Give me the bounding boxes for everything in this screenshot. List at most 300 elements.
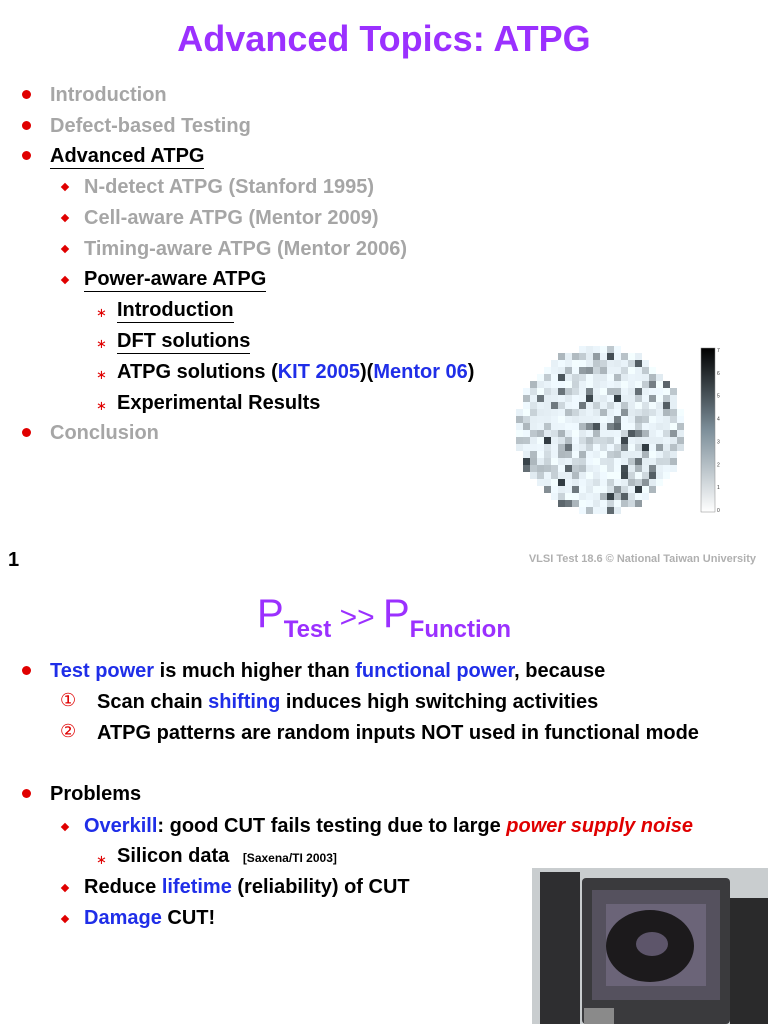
wafer-die-cell bbox=[565, 437, 572, 444]
wafer-die-cell bbox=[572, 423, 579, 430]
wafer-die-cell bbox=[607, 395, 614, 402]
wafer-die-cell bbox=[579, 430, 586, 437]
wafer-die-cell bbox=[593, 444, 600, 451]
wafer-die-cell bbox=[600, 430, 607, 437]
wafer-die-cell bbox=[593, 430, 600, 437]
wafer-die-cell bbox=[642, 472, 649, 479]
wafer-die-cell bbox=[600, 395, 607, 402]
wafer-die-cell bbox=[565, 423, 572, 430]
wafer-die-cell bbox=[544, 374, 551, 381]
wafer-die-cell bbox=[600, 500, 607, 507]
wafer-die-cell bbox=[614, 437, 621, 444]
damaged-chip-socket-photo bbox=[532, 868, 768, 1024]
wafer-die-cell bbox=[635, 423, 642, 430]
text-switching: induces high switching activities bbox=[280, 691, 599, 713]
wafer-die-cell bbox=[614, 423, 621, 430]
wafer-die-cell bbox=[544, 367, 551, 374]
wafer-die-cell bbox=[593, 458, 600, 465]
wafer-die-cell bbox=[593, 465, 600, 472]
wafer-die-cell bbox=[551, 472, 558, 479]
wafer-die-cell bbox=[607, 381, 614, 388]
wafer-die-cell bbox=[593, 500, 600, 507]
wafer-die-cell bbox=[642, 430, 649, 437]
wafer-die-cell bbox=[656, 444, 663, 451]
wafer-die-cell bbox=[670, 416, 677, 423]
wafer-die-cell bbox=[586, 500, 593, 507]
slide-footer: VLSI Test 18.6 © National Taiwan University bbox=[528, 553, 756, 565]
wafer-die-cell bbox=[621, 374, 628, 381]
wafer-die-cell bbox=[579, 395, 586, 402]
wafer-die-cell bbox=[656, 458, 663, 465]
wafer-die-cell bbox=[544, 423, 551, 430]
wafer-die-cell bbox=[621, 472, 628, 479]
wafer-die-cell bbox=[621, 402, 628, 409]
wafer-die-cell bbox=[558, 367, 565, 374]
outline-advanced-atpg[interactable] bbox=[50, 145, 204, 168]
wafer-die-cell bbox=[565, 500, 572, 507]
wafer-die-cell bbox=[635, 360, 642, 367]
outline-cell-aware-atpg[interactable]: Cell-aware ATPG (Mentor 2009) bbox=[84, 207, 379, 229]
wafer-die-cell bbox=[635, 353, 642, 360]
wafer-die-cell bbox=[656, 388, 663, 395]
outline-conclusion[interactable]: Conclusion bbox=[50, 422, 159, 444]
wafer-die-cell bbox=[565, 353, 572, 360]
wafer-die-cell bbox=[544, 437, 551, 444]
wafer-die-cell bbox=[593, 486, 600, 493]
wafer-die-cell bbox=[530, 402, 537, 409]
text-cut: CUT! bbox=[161, 907, 216, 929]
wafer-die-cell bbox=[579, 388, 586, 395]
wafer-die-cell bbox=[530, 416, 537, 423]
wafer-die-cell bbox=[537, 451, 544, 458]
wafer-die-cell bbox=[600, 451, 607, 458]
wafer-die-cell bbox=[593, 507, 600, 514]
wafer-die-cell bbox=[593, 374, 600, 381]
wafer-die-cell bbox=[544, 395, 551, 402]
term-damage: Damage bbox=[84, 907, 162, 929]
wafer-die-cell bbox=[663, 416, 670, 423]
wafer-die-cell bbox=[628, 409, 635, 416]
numbered-marker-2: ② bbox=[60, 721, 77, 741]
wafer-die-cell bbox=[635, 395, 642, 402]
wafer-die-cell bbox=[579, 381, 586, 388]
wafer-die-cell bbox=[579, 458, 586, 465]
wafer-die-cell bbox=[572, 500, 579, 507]
wafer-die-cell bbox=[663, 465, 670, 472]
wafer-die-cell bbox=[586, 458, 593, 465]
wafer-die-cell bbox=[628, 423, 635, 430]
wafer-die-cell bbox=[551, 409, 558, 416]
text-scan-chain: Scan chain bbox=[97, 691, 209, 713]
wafer-die-cell bbox=[628, 486, 635, 493]
wafer-die-cell bbox=[649, 451, 656, 458]
wafer-die-cell bbox=[670, 444, 677, 451]
wafer-die-cell bbox=[649, 416, 656, 423]
wafer-die-cell bbox=[642, 486, 649, 493]
wafer-die-cell bbox=[635, 486, 642, 493]
wafer-die-cell bbox=[558, 353, 565, 360]
wafer-die-cell bbox=[523, 444, 530, 451]
outline-introduction[interactable]: Introduction bbox=[50, 84, 167, 106]
wafer-die-cell bbox=[565, 416, 572, 423]
wafer-die-cell bbox=[635, 367, 642, 374]
text-good-cut-fails: : good CUT fails testing due to large bbox=[157, 815, 507, 837]
wafer-die-cell bbox=[558, 486, 565, 493]
wafer-die-cell bbox=[635, 458, 642, 465]
wafer-die-cell bbox=[621, 409, 628, 416]
wafer-die-cell bbox=[558, 416, 565, 423]
wafer-die-cell bbox=[586, 451, 593, 458]
wafer-die-cell bbox=[572, 395, 579, 402]
wafer-die-cell bbox=[565, 486, 572, 493]
wafer-die-cell bbox=[635, 381, 642, 388]
wafer-die-cell bbox=[628, 437, 635, 444]
bullet-dot-icon bbox=[22, 789, 31, 798]
wafer-die-cell bbox=[614, 430, 621, 437]
wafer-colorbar-tick: 4 bbox=[717, 416, 720, 423]
wafer-colorbar-tick: 3 bbox=[717, 439, 720, 446]
wafer-die-cell bbox=[677, 444, 684, 451]
wafer-die-cell bbox=[593, 381, 600, 388]
wafer-die-cell bbox=[537, 444, 544, 451]
wafer-die-cell bbox=[565, 409, 572, 416]
wafer-die-cell bbox=[663, 437, 670, 444]
wafer-die-cell bbox=[649, 486, 656, 493]
wafer-die-cell bbox=[614, 346, 621, 353]
wafer-die-cell bbox=[593, 416, 600, 423]
wafer-die-cell bbox=[607, 486, 614, 493]
wafer-die-cell bbox=[628, 395, 635, 402]
wafer-die-cell bbox=[621, 423, 628, 430]
wafer-die-cell bbox=[621, 458, 628, 465]
wafer-die-cell bbox=[558, 430, 565, 437]
wafer-die-cell bbox=[586, 423, 593, 430]
wafer-die-cell bbox=[523, 430, 530, 437]
atpg-solutions-sep: )( bbox=[360, 361, 374, 383]
mentor-06-link[interactable]: Mentor 06 bbox=[373, 361, 468, 383]
wafer-die-cell bbox=[572, 437, 579, 444]
wafer-die-cell bbox=[656, 451, 663, 458]
wafer-colorbar-tick: 7 bbox=[717, 348, 720, 354]
wafer-die-cell bbox=[586, 360, 593, 367]
wafer-die-cell bbox=[544, 409, 551, 416]
term-overkill: Overkill bbox=[84, 815, 158, 837]
wafer-die-cell bbox=[558, 374, 565, 381]
wafer-die-cell bbox=[656, 395, 663, 402]
wafer-die-cell bbox=[551, 444, 558, 451]
wafer-die-cell bbox=[670, 437, 677, 444]
wafer-die-cell bbox=[642, 479, 649, 486]
text-because: , because bbox=[514, 660, 606, 682]
wafer-die-cell bbox=[600, 507, 607, 514]
wafer-die-cell bbox=[565, 430, 572, 437]
wafer-die-cell bbox=[544, 444, 551, 451]
wafer-die-cell bbox=[537, 416, 544, 423]
wafer-die-cell bbox=[614, 374, 621, 381]
problem-overkill bbox=[84, 815, 693, 838]
wafer-die-cell bbox=[537, 402, 544, 409]
silicon-data bbox=[117, 845, 337, 868]
wafer-die-cell bbox=[628, 430, 635, 437]
wafer-die-cell bbox=[579, 486, 586, 493]
wafer-die-cell bbox=[565, 444, 572, 451]
wafer-die-cell bbox=[642, 402, 649, 409]
outline-power-aware-atpg[interactable] bbox=[84, 268, 266, 291]
term-lifetime: lifetime bbox=[161, 876, 232, 898]
bullet-dot-icon bbox=[22, 151, 31, 160]
wafer-die-cell bbox=[551, 416, 558, 423]
wafer-die-cell bbox=[593, 437, 600, 444]
wafer-die-cell bbox=[523, 402, 530, 409]
wafer-die-cell bbox=[635, 472, 642, 479]
wafer-die-cell bbox=[558, 402, 565, 409]
wafer-die-cell bbox=[565, 465, 572, 472]
outline-defect-based-testing[interactable]: Defect-based Testing bbox=[50, 115, 251, 137]
wafer-die-cell bbox=[565, 402, 572, 409]
title-p2: P bbox=[382, 592, 410, 636]
wafer-die-cell bbox=[614, 507, 621, 514]
wafer-die-cell bbox=[551, 458, 558, 465]
wafer-map-image bbox=[512, 340, 722, 520]
wafer-die-cell bbox=[586, 353, 593, 360]
bullet-dot-icon bbox=[22, 428, 31, 437]
wafer-die-cell bbox=[656, 465, 663, 472]
wafer-die-cell bbox=[516, 437, 523, 444]
wafer-die-cell bbox=[600, 388, 607, 395]
diamond-bullet-icon bbox=[61, 245, 69, 253]
problem-damage bbox=[84, 907, 215, 930]
outline-ndetect-atpg[interactable]: N-detect ATPG (Stanford 1995) bbox=[84, 176, 375, 198]
wafer-colorbar-tick: 6 bbox=[717, 370, 720, 377]
wafer-die-cell bbox=[551, 479, 558, 486]
wafer-die-cell bbox=[579, 451, 586, 458]
citation-saxena: [Saxena/TI 2003] bbox=[242, 851, 337, 865]
outline-power-aware-atpg-label: Power-aware ATPG bbox=[84, 268, 267, 290]
wafer-die-cell bbox=[593, 353, 600, 360]
outline-advanced-atpg-label: Advanced ATPG bbox=[50, 145, 205, 167]
wafer-die-cell bbox=[593, 409, 600, 416]
wafer-die-cell bbox=[530, 388, 537, 395]
wafer-die-cell bbox=[600, 479, 607, 486]
wafer-die-cell bbox=[670, 458, 677, 465]
wafer-die-cell bbox=[523, 395, 530, 402]
wafer-die-cell bbox=[593, 395, 600, 402]
wafer-die-cell bbox=[593, 479, 600, 486]
wafer-die-cell bbox=[600, 458, 607, 465]
wafer-die-cell bbox=[663, 402, 670, 409]
wafer-die-cell bbox=[614, 381, 621, 388]
wafer-die-cell bbox=[607, 367, 614, 374]
wafer-die-cell bbox=[663, 395, 670, 402]
wafer-die-cell bbox=[600, 346, 607, 353]
diamond-bullet-icon bbox=[61, 276, 69, 284]
wafer-colorbar-tick: 2 bbox=[717, 462, 720, 469]
wafer-die-cell bbox=[628, 374, 635, 381]
wafer-die-cell bbox=[600, 409, 607, 416]
wafer-die-cell bbox=[593, 367, 600, 374]
wafer-die-cell bbox=[572, 402, 579, 409]
wafer-die-cell bbox=[621, 353, 628, 360]
wafer-die-cell bbox=[656, 430, 663, 437]
wafer-die-cell bbox=[523, 465, 530, 472]
wafer-die-cell bbox=[656, 374, 663, 381]
wafer-die-cell bbox=[565, 388, 572, 395]
wafer-die-cell bbox=[642, 374, 649, 381]
wafer-die-cell bbox=[649, 367, 656, 374]
wafer-die-cell bbox=[607, 360, 614, 367]
wafer-die-cell bbox=[663, 451, 670, 458]
wafer-die-cell bbox=[635, 451, 642, 458]
term-functional-power: functional power bbox=[355, 660, 515, 682]
wafer-die-cell bbox=[663, 409, 670, 416]
wafer-die-cell bbox=[614, 367, 621, 374]
wafer-die-cell bbox=[558, 409, 565, 416]
wafer-die-cell bbox=[551, 437, 558, 444]
wafer-die-cell bbox=[530, 423, 537, 430]
wafer-die-cell bbox=[600, 381, 607, 388]
wafer-die-cell bbox=[530, 409, 537, 416]
wafer-die-cell bbox=[663, 423, 670, 430]
wafer-die-cell bbox=[621, 388, 628, 395]
wafer-die-cell bbox=[635, 409, 642, 416]
wafer-die-cell bbox=[572, 388, 579, 395]
wafer-die-cell bbox=[614, 444, 621, 451]
wafer-die-cell bbox=[600, 416, 607, 423]
wafer-die-cell bbox=[551, 381, 558, 388]
wafer-die-cell bbox=[649, 423, 656, 430]
wafer-die-cell bbox=[614, 416, 621, 423]
wafer-die-cell bbox=[614, 458, 621, 465]
wafer-die-cell bbox=[600, 402, 607, 409]
outline-pa-introduction[interactable] bbox=[117, 299, 234, 322]
wafer-die-cell bbox=[565, 479, 572, 486]
wafer-die-cell bbox=[572, 444, 579, 451]
wafer-die-cell bbox=[614, 353, 621, 360]
wafer-die-cell bbox=[586, 409, 593, 416]
wafer-die-cell bbox=[523, 423, 530, 430]
text-silicon-data: Silicon data bbox=[117, 845, 230, 867]
wafer-die-cell bbox=[586, 486, 593, 493]
kit-2005-link[interactable]: KIT 2005 bbox=[277, 361, 360, 383]
wafer-die-cell bbox=[537, 381, 544, 388]
wafer-die-cell bbox=[586, 472, 593, 479]
wafer-die-cell bbox=[649, 472, 656, 479]
wafer-colorbar-ticks bbox=[717, 348, 720, 514]
wafer-die-cell bbox=[642, 367, 649, 374]
wafer-die-cell bbox=[663, 458, 670, 465]
wafer-die-cell bbox=[621, 500, 628, 507]
wafer-die-cell bbox=[572, 465, 579, 472]
bullet-dot-icon bbox=[22, 90, 31, 99]
wafer-colorbar-tick: 0 bbox=[717, 508, 720, 514]
wafer-die-cell bbox=[558, 500, 565, 507]
wafer-die-cell bbox=[586, 381, 593, 388]
term-test-power: Test power bbox=[50, 660, 155, 682]
wafer-die-cell bbox=[544, 479, 551, 486]
wafer-die-cell bbox=[614, 402, 621, 409]
wafer-die-cell bbox=[614, 465, 621, 472]
wafer-die-cell bbox=[593, 388, 600, 395]
wafer-die-cell bbox=[586, 416, 593, 423]
wafer-die-cell bbox=[663, 381, 670, 388]
wafer-die-cell bbox=[551, 493, 558, 500]
wafer-die-cell bbox=[572, 451, 579, 458]
wafer-die-cell bbox=[558, 465, 565, 472]
diamond-bullet-icon bbox=[61, 214, 69, 222]
wafer-die-cell bbox=[628, 479, 635, 486]
wafer-die-cell bbox=[607, 444, 614, 451]
wafer-die-cell bbox=[628, 353, 635, 360]
wafer-die-cell bbox=[656, 437, 663, 444]
wafer-die-cell bbox=[628, 388, 635, 395]
wafer-die-cell bbox=[551, 360, 558, 367]
outline-pa-experimental-results[interactable]: Experimental Results bbox=[117, 392, 321, 414]
wafer-die-cell bbox=[530, 395, 537, 402]
wafer-die-cell bbox=[579, 465, 586, 472]
wafer-die-cell bbox=[670, 409, 677, 416]
wafer-die-cell bbox=[635, 374, 642, 381]
wafer-die-cell bbox=[670, 451, 677, 458]
wafer-die-cell bbox=[642, 388, 649, 395]
wafer-die-cell bbox=[572, 409, 579, 416]
wafer-die-cell bbox=[579, 416, 586, 423]
outline-pa-atpg-solutions[interactable] bbox=[117, 361, 474, 384]
wafer-die-cell bbox=[516, 416, 523, 423]
wafer-die-cell bbox=[635, 416, 642, 423]
outline-timing-aware-atpg[interactable]: Timing-aware ATPG (Mentor 2006) bbox=[84, 238, 408, 260]
wafer-die-cell bbox=[551, 402, 558, 409]
wafer-colorbar-tick: 5 bbox=[717, 393, 720, 400]
wafer-map-cells bbox=[516, 346, 684, 514]
wafer-die-cell bbox=[600, 486, 607, 493]
wafer-die-cell bbox=[572, 493, 579, 500]
wafer-die-cell bbox=[663, 444, 670, 451]
wafer-die-cell bbox=[586, 507, 593, 514]
wafer-die-cell bbox=[586, 465, 593, 472]
wafer-die-cell bbox=[621, 416, 628, 423]
diamond-bullet-icon bbox=[61, 823, 69, 831]
outline-pa-dft-solutions[interactable] bbox=[117, 330, 250, 353]
wafer-die-cell bbox=[656, 472, 663, 479]
wafer-die-cell bbox=[607, 437, 614, 444]
wafer-die-cell bbox=[628, 451, 635, 458]
wafer-die-cell bbox=[579, 367, 586, 374]
text-much-higher: is much higher than bbox=[154, 660, 356, 682]
wafer-die-cell bbox=[600, 353, 607, 360]
wafer-die-cell bbox=[600, 360, 607, 367]
wafer-die-cell bbox=[593, 402, 600, 409]
slide-1-title: Advanced Topics: ATPG bbox=[177, 18, 591, 59]
wafer-die-cell bbox=[579, 402, 586, 409]
wafer-die-cell bbox=[537, 465, 544, 472]
wafer-die-cell bbox=[579, 444, 586, 451]
wafer-die-cell bbox=[537, 437, 544, 444]
wafer-die-cell bbox=[579, 409, 586, 416]
wafer-die-cell bbox=[516, 423, 523, 430]
wafer-die-cell bbox=[607, 423, 614, 430]
wafer-die-cell bbox=[572, 360, 579, 367]
wafer-die-cell bbox=[600, 423, 607, 430]
wafer-die-cell bbox=[614, 451, 621, 458]
wafer-die-cell bbox=[516, 409, 523, 416]
wafer-die-cell bbox=[614, 472, 621, 479]
wafer-die-cell bbox=[677, 430, 684, 437]
wafer-die-cell bbox=[544, 416, 551, 423]
diamond-bullet-icon bbox=[61, 915, 69, 923]
title-sub-test: Test bbox=[283, 616, 332, 643]
wafer-die-cell bbox=[614, 388, 621, 395]
wafer-die-cell bbox=[656, 402, 663, 409]
